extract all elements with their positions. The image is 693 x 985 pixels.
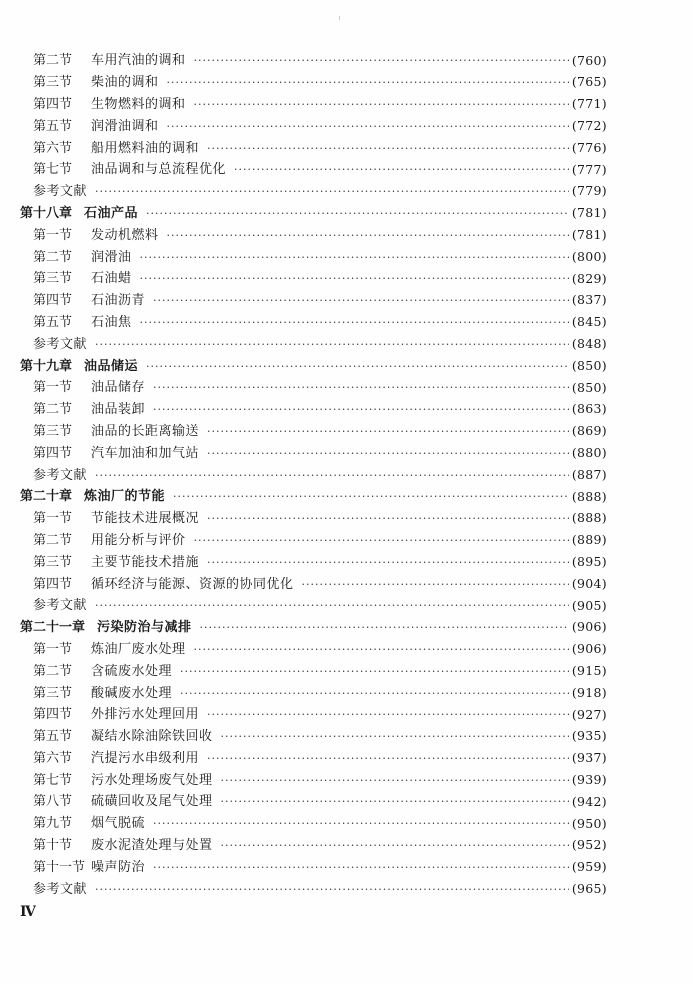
dot-leader [95,470,599,481]
dot-leader [95,600,599,611]
toc-page-number: (935) [569,730,607,743]
toc-page-number: (771) [569,98,607,111]
toc-entry-number: 第四节 [33,96,73,112]
toc-section-row [0,682,693,704]
toc-page-number: (895) [569,556,607,569]
toc-entry-title: 船用燃料油的调和 [91,140,200,156]
toc-page-number: (760) [569,55,607,68]
toc-entry-number: 第十节 [33,838,73,854]
dot-leader [194,535,599,546]
toc-entry-title: 炼油厂的节能 [84,489,166,505]
dot-leader [153,818,599,829]
dot-leader [167,230,599,241]
toc-references-row [0,878,693,900]
toc-page-number: (918) [569,687,607,700]
toc-page-number: (952) [569,839,607,852]
toc-page-number: (906) [569,643,607,656]
toc-entry-number: 第四节 [33,707,73,723]
toc-entry-number: 第一节 [33,380,73,396]
dot-leader [153,295,599,306]
toc-entry-number: 第二节 [33,663,73,679]
toc-page-number: (888) [569,491,607,504]
toc-page-number: (889) [569,534,607,547]
toc-entry-title: 含硫废水处理 [91,663,173,679]
dot-leader [207,557,599,568]
toc-page-number: (845) [569,316,607,329]
toc-section-row [0,224,693,246]
toc-section-row [0,508,693,530]
toc-entry-title: 油品的长距离输送 [91,423,200,439]
toc-entry-number: 第十九章 [20,358,73,374]
toc-entry-number: 第十一节 [33,859,86,875]
dot-leader [234,164,599,175]
toc-section-row [0,704,693,726]
toc-entry-title: 硫磺回收及尾气处理 [91,794,213,810]
toc-page-number: (781) [569,229,607,242]
toc-page-number: (863) [569,403,607,416]
toc-page-number: (937) [569,752,607,765]
toc-section-row [0,246,693,268]
toc-page-number: (869) [569,425,607,438]
page-number: Ⅳ [20,904,36,920]
toc-entry-title: 参考文献 [33,881,88,897]
toc-entry-number: 第一节 [33,227,73,243]
toc-entry-number: 第四节 [33,576,73,592]
dot-leader [207,143,599,154]
toc-entry-title: 主要节能技术措施 [91,554,200,570]
toc-entry-number: 第二节 [33,53,73,69]
toc-entry-number: 第二十章 [20,489,73,505]
toc-entry-title: 参考文献 [33,467,88,483]
toc-section-row [0,639,693,661]
toc-entry-number: 第一节 [33,641,73,657]
toc-entry-number: 第二十一章 [20,620,86,636]
toc-entry-title: 油品储存 [91,380,146,396]
toc-section-row [0,115,693,137]
toc-entry-title: 用能分析与评价 [91,532,186,548]
toc-page-number: (848) [569,338,607,351]
dot-leader [146,361,599,372]
toc-section-row [0,137,693,159]
toc-section-row [0,94,693,116]
toc-entry-number: 第五节 [33,118,73,134]
toc-entry-number: 第十八章 [20,205,73,221]
toc-section-row [0,769,693,791]
toc-entry-title: 润滑油调和 [91,118,159,134]
toc-chapter-row [0,617,693,639]
dot-leader [95,339,599,350]
toc-entry-title: 润滑油 [91,249,132,265]
toc-entry-title: 节能技术进展概况 [91,511,200,527]
toc-entry-number: 第一节 [33,511,73,527]
toc-page-number: (800) [569,251,607,264]
toc-page-number: (887) [569,469,607,482]
toc-entry-title: 参考文献 [33,598,88,614]
toc-entry-number: 第四节 [33,293,73,309]
toc-entry-title: 石油焦 [91,314,132,330]
toc-page-number: (939) [569,774,607,787]
toc-entry-title: 油品装卸 [91,402,146,418]
toc-section-row [0,421,693,443]
dot-leader [200,622,599,633]
toc-entry-title: 石油蜡 [91,271,132,287]
toc-entry-number: 第六节 [33,140,73,156]
toc-entry-number: 第三节 [33,271,73,287]
toc-entry-title: 参考文献 [33,336,88,352]
toc-section-row [0,726,693,748]
toc-entry-number: 第五节 [33,314,73,330]
dot-leader [146,208,599,219]
toc-section-row [0,268,693,290]
dot-leader [221,796,599,807]
dot-leader [207,448,599,459]
toc-entry-number: 第七节 [33,772,73,788]
dot-leader [302,579,599,590]
toc-chapter-row [0,486,693,508]
toc-page-number: (950) [569,818,607,831]
toc-page-number: (776) [569,142,607,155]
toc-entry-title: 参考文献 [33,184,88,200]
toc-page-number: (781) [569,207,607,220]
dot-leader [95,884,599,895]
dot-leader [194,55,599,66]
toc-entry-title: 污染防治与减排 [97,620,192,636]
dot-leader [153,862,599,873]
toc-entry-title: 柴油的调和 [91,75,159,91]
dot-leader [207,513,599,524]
dot-leader [221,840,599,851]
toc-section-row [0,813,693,835]
toc-entry-title: 油品调和与总流程优化 [91,162,227,178]
toc-section-row [0,50,693,72]
toc-page-number: (904) [569,578,607,591]
toc-section-row [0,791,693,813]
toc-entry-title: 车用汽油的调和 [91,53,186,69]
toc-entry-title: 凝结水除油除铁回收 [91,729,213,745]
scan-mark [339,16,340,20]
toc-page-number: (915) [569,665,607,678]
toc-entry-title: 石油产品 [84,205,139,221]
toc-entry-number: 第二节 [33,402,73,418]
toc-entry-title: 循环经济与能源、资源的协同优化 [91,576,294,592]
toc-entry-title: 汽车加油和加气站 [91,445,200,461]
toc-entry-number: 第六节 [33,750,73,766]
dot-leader [180,666,599,677]
toc-page-number: (927) [569,709,607,722]
toc-references-row [0,464,693,486]
dot-leader [140,273,599,284]
toc-entry-number: 第三节 [33,554,73,570]
dot-leader [153,404,599,415]
toc-section-row [0,290,693,312]
dot-leader [167,121,599,132]
toc-page-number: (772) [569,120,607,133]
toc-entry-title: 污水处理场废气处理 [91,772,213,788]
toc-page-number: (888) [569,512,607,525]
dot-leader [153,382,599,393]
toc-entry-title: 石油沥青 [91,293,146,309]
toc-section-row [0,748,693,770]
toc-references-row [0,181,693,203]
table-of-contents [0,50,693,900]
toc-entry-number: 第三节 [33,75,73,91]
toc-page-number: (905) [569,600,607,613]
toc-entry-number: 第九节 [33,816,73,832]
dot-leader [180,688,599,699]
toc-section-row [0,442,693,464]
toc-references-row [0,595,693,617]
toc-chapter-row [0,355,693,377]
dot-leader [173,491,599,502]
toc-entry-number: 第三节 [33,423,73,439]
toc-entry-title: 噪声防治 [91,859,146,875]
toc-page-number: (837) [569,294,607,307]
dot-leader [167,77,599,88]
toc-section-row [0,551,693,573]
toc-page-number: (880) [569,447,607,460]
dot-leader [140,252,599,263]
toc-entry-title: 酸碱废水处理 [91,685,173,701]
toc-section-row [0,660,693,682]
toc-entry-title: 汽提污水串级利用 [91,750,200,766]
toc-entry-title: 外排污水处理回用 [91,707,200,723]
dot-leader [194,99,599,110]
toc-entry-title: 炼油厂废水处理 [91,641,186,657]
toc-page-number: (906) [569,621,607,634]
toc-page-number: (959) [569,861,607,874]
toc-entry-number: 第三节 [33,685,73,701]
toc-entry-title: 发动机燃料 [91,227,159,243]
toc-entry-number: 第八节 [33,794,73,810]
toc-section-row [0,856,693,878]
toc-section-row [0,399,693,421]
dot-leader [194,644,599,655]
toc-entry-number: 第二节 [33,249,73,265]
toc-page-number: (850) [569,360,607,373]
toc-section-row [0,312,693,334]
toc-page-number: (850) [569,382,607,395]
dot-leader [221,731,599,742]
dot-leader [207,426,599,437]
toc-entry-number: 第四节 [33,445,73,461]
toc-page-number: (779) [569,185,607,198]
toc-section-row [0,573,693,595]
dot-leader [207,753,599,764]
dot-leader [140,317,599,328]
toc-entry-number: 第二节 [33,532,73,548]
toc-page-number: (777) [569,164,607,177]
toc-references-row [0,333,693,355]
toc-chapter-row [0,203,693,225]
toc-entry-title: 油品储运 [84,358,139,374]
toc-section-row [0,835,693,857]
toc-page-number: (965) [569,883,607,896]
toc-section-row [0,377,693,399]
dot-leader [221,775,599,786]
toc-page-number: (942) [569,796,607,809]
toc-section-row [0,530,693,552]
toc-page-number: (765) [569,76,607,89]
toc-entry-title: 生物燃料的调和 [91,96,186,112]
toc-entry-number: 第五节 [33,729,73,745]
toc-section-row [0,159,693,181]
toc-entry-number: 第七节 [33,162,73,178]
toc-entry-title: 烟气脱硫 [91,816,146,832]
dot-leader [207,709,599,720]
dot-leader [95,186,599,197]
toc-page-number: (829) [569,273,607,286]
toc-entry-title: 废水泥渣处理与处置 [91,838,213,854]
toc-section-row [0,72,693,94]
